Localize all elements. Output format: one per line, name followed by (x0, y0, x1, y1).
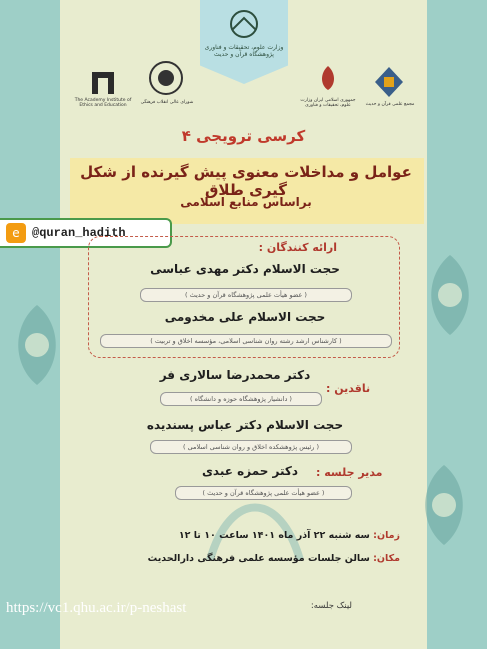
time-value: سه شنبه ۲۲ آذر ماه ۱۴۰۱ ساعت ۱۰ تا ۱۲ (178, 530, 370, 541)
presenter-2-affiliation: ( کارشناس ارشد رشته روان شناسی اسلامی، مؤسسه اخلاق و تربیت ) (100, 334, 392, 348)
critic-2-name: حجت الاسلام دکتر عباس پسندیده (146, 418, 344, 432)
moderator-label: مدیر جلسه : (316, 466, 383, 479)
logo-council-caption: شورای عالی انقلاب فرهنگی (140, 100, 194, 105)
critic-1-name: دکتر محمدرضا سالاری فر (159, 368, 311, 382)
eitaa-icon: e (6, 223, 26, 243)
time-label: زمان: (373, 530, 400, 541)
center-logo-caption: وزارت علوم، تحقیقات و فناوری پژوهشگاه قرآن و حدیث (204, 44, 284, 58)
presenter-1-affiliation: ( عضو هیأت علمی پژوهشگاه قرآن و حدیث ) (140, 288, 352, 302)
social-handle[interactable]: @quran_hadith (32, 226, 126, 240)
institute-logo-icon (222, 8, 266, 40)
logo-iran-caption: جمهوری اسلامی ایران وزارت علوم، تحقیقات و فناوری (300, 98, 356, 108)
moderator-name: دکتر حمزه عبدی (201, 464, 299, 478)
series-title: کرسی ترویجی ۴ (181, 127, 306, 145)
logo-council (142, 56, 190, 100)
ornament-right-icon (415, 250, 485, 340)
council-seal-icon (148, 60, 184, 96)
logo-quran-caption: مجمع علمی قرآن و حدیث (365, 102, 415, 107)
ethics-institute-icon (88, 70, 118, 96)
presenter-1-name: حجت الاسلام دکتر مهدی عباسی (150, 262, 340, 276)
quran-assembly-icon (372, 65, 406, 99)
logo-iran-emblem (306, 58, 350, 98)
session-link-url[interactable]: https://vc1.qhu.ac.ir/p-neshast (6, 600, 187, 616)
presenters-label: ارائه کنندگان : (258, 241, 337, 254)
ornament-left-icon (2, 300, 72, 390)
critic-2-affiliation: ( رئیس پژوهشکده اخلاق و روان شناسی اسلامی ) (150, 440, 352, 454)
sub-title: براساس منابع اسلامی (180, 195, 312, 209)
moderator-affiliation: ( عضو هیأت علمی پژوهشگاه قرآن و حدیث ) (175, 486, 352, 500)
logo-ethics-caption: The Academy Institute of Ethics and Education (74, 98, 132, 108)
iran-emblem-icon (313, 63, 343, 93)
critic-1-affiliation: ( دانشیار پژوهشگاه حوزه و دانشگاه ) (160, 392, 322, 406)
session-link-label: لینک جلسه: (310, 601, 352, 611)
main-title: عوامل و مداخلات معنوی پیش گیرنده از شکل گیری طلاق (80, 163, 412, 199)
ornament-right-lower-icon (409, 460, 479, 550)
critics-label: ناقدین : (326, 382, 371, 395)
logo-quran-assembly (362, 58, 416, 106)
place-label: مکان: (373, 553, 400, 564)
presenter-2-name: حجت الاسلام علی مخدومی (164, 310, 326, 324)
time-row (179, 530, 400, 541)
place-row (148, 553, 400, 564)
place-value: سالن جلسات مؤسسه علمی فرهنگی دارالحدیث (147, 553, 370, 564)
